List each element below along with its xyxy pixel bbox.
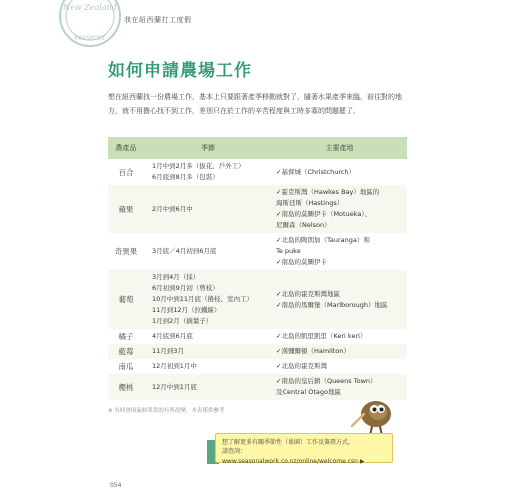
region-line: ✓漢彌爾頓（Hamilton） (276, 347, 350, 355)
region-cell (272, 159, 407, 185)
crop-name: 櫻桃 (108, 374, 144, 400)
season-line: 12月中到1月底 (152, 382, 197, 391)
region-cell (272, 329, 407, 344)
region-line: ✓南島的莫圖伊卡（Motueka）、 (276, 210, 372, 218)
region-line: ✓北島的霍克斯灣地區 (276, 289, 340, 298)
info-box (215, 433, 393, 463)
footnote: ※ 有時會因氣候異常的有所改變，本表僅供參考 (108, 408, 225, 414)
season-cell (144, 185, 272, 233)
region-cell (272, 359, 407, 374)
region-line: ✓北島的陶朗加（Tauranga）和 (276, 236, 370, 244)
region-line: Te puke (276, 247, 301, 255)
season-cell (144, 359, 272, 374)
season-cell (144, 233, 272, 270)
crop-name: 蘋果 (108, 185, 144, 233)
season-cell (144, 159, 272, 185)
region-cell (272, 344, 407, 359)
crop-name: 奇異果 (108, 233, 144, 270)
header-season: 季節 (144, 137, 272, 159)
arrow-icon: ▶ (359, 458, 365, 465)
passport-stamp (54, 0, 126, 52)
intro-paragraph: 想在紐西蘭找一份農場工作，基本上只要跟著產季移動就對了，隨著水果產季來臨，前往對的地方，就不用擔心找不到工作，差別只在於工作的辛苦程度與工時多寡的問題罷了。 (108, 93, 402, 115)
crop-season-table (108, 137, 407, 400)
stamp-text-top: New Zealand (63, 3, 117, 12)
region-line: ✓南島的馬爾堡（Marlborough）地區 (276, 300, 388, 309)
season-line: 3月底／4月初到6月底 (152, 247, 217, 255)
page-title: 如何申請農場工作 (108, 61, 252, 81)
region-cell (272, 233, 407, 270)
season-cell (144, 329, 272, 344)
season-line: 1月中到2月多（拔花、戶外工） (152, 162, 245, 170)
season-line: 6月初到9月初（剪枝） (152, 284, 219, 292)
table-row (108, 344, 407, 359)
season-cell (144, 270, 272, 329)
season-cell (144, 344, 272, 359)
table-row (108, 185, 407, 233)
crop-name: 橘子 (108, 329, 144, 344)
region-line: ✓基督城（Christchurch） (276, 167, 356, 176)
region-line: 尼爾森（Nelson） (276, 221, 331, 229)
crop-name: 百合 (108, 159, 144, 185)
header-region: 主要產地 (272, 137, 407, 159)
season-line: 12月初到1月中 (152, 362, 197, 370)
crop-name: 藍莓 (108, 344, 144, 359)
header-crop: 農產品 (108, 137, 144, 159)
region-cell (272, 270, 407, 329)
season-line: 1月到2月（摘葉子） (152, 317, 213, 325)
crop-name: 南瓜 (108, 359, 144, 374)
crop-name: 葡萄 (108, 270, 144, 329)
season-line: 2月中到6月中 (152, 204, 193, 213)
info-url-link[interactable]: www.seasonalwork.co.nz/online/welcome.csn (222, 458, 358, 465)
season-line: 4月底到6月底 (152, 332, 193, 340)
stamp-text-bottom: PASSPORT (74, 35, 106, 42)
running-head: 我在紐西蘭打工度假 (124, 16, 192, 24)
table-row (108, 329, 407, 344)
table-row (108, 233, 407, 270)
season-cell (144, 374, 272, 400)
table-row (108, 270, 407, 329)
table-row (108, 159, 407, 185)
season-line: 3月到4月（採） (152, 273, 200, 281)
region-line: ✓南島的皇后鎮（Queens Town） (276, 377, 377, 385)
region-line: ✓霍克斯灣（Hawkes Bay）地區的 (276, 188, 380, 196)
region-line: ✓南島的莫圖伊卡 (276, 258, 327, 266)
region-line: 及Central Otago地區 (276, 388, 341, 396)
region-line: 海斯廷斯（Hastings） (276, 199, 344, 207)
season-line: 10月中到11月底（捲枝、室內工） (152, 295, 254, 303)
region-line: ✓北島的凱里凱里（Keri keri） (276, 332, 367, 340)
region-line: ✓北島的霍克斯灣 (276, 362, 327, 370)
region-cell (272, 185, 407, 233)
info-line-2: 請查詢： (222, 448, 247, 455)
season-line: 11月到3月 (152, 347, 184, 355)
page-number: 054 (110, 482, 122, 489)
info-line-1: 想了解更多有關季節性（果園）工作及簽證方式， (222, 439, 355, 446)
table-row (108, 359, 407, 374)
season-line: 6月底到8月多（包裝） (152, 173, 219, 181)
season-line: 11月到12月（拉鐵線） (152, 306, 221, 314)
